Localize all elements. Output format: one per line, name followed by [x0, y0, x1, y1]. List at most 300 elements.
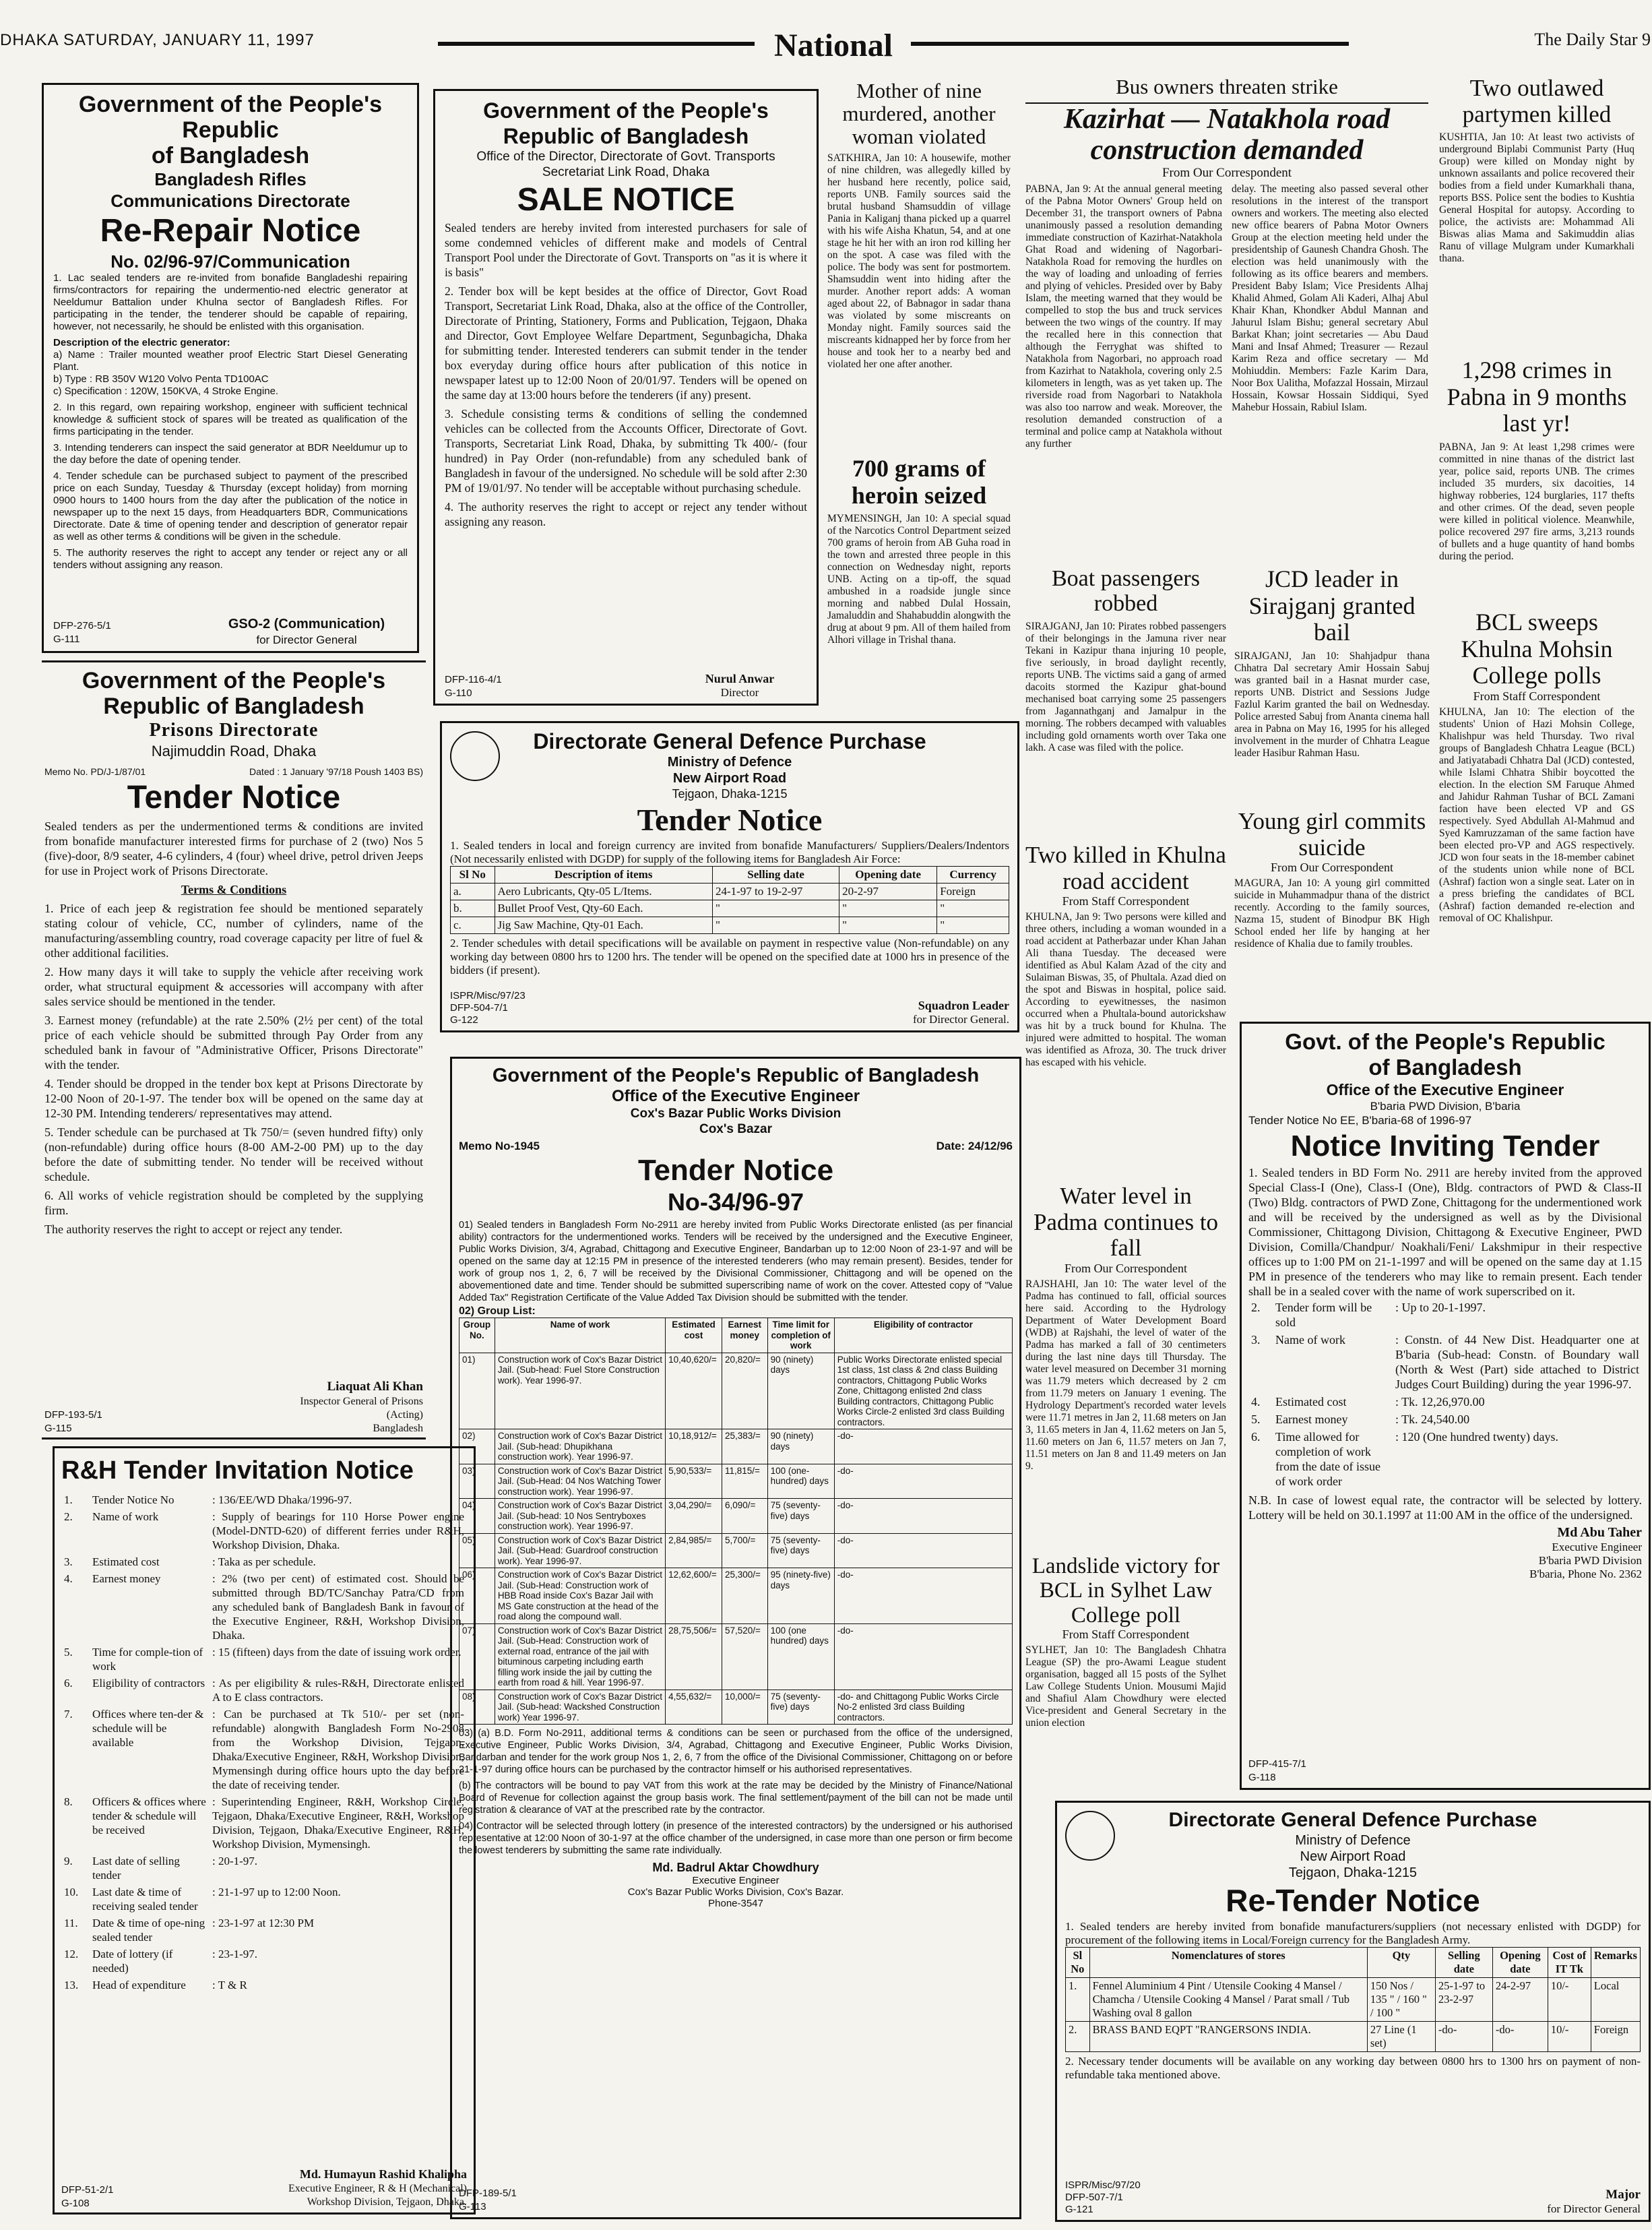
story-khulna-accident	[1025, 842, 1226, 1193]
ad4-dfp: DFP-116-4/1	[445, 674, 502, 685]
row-label: Officers & offices where tender & schedule will be received	[92, 1795, 206, 1836]
ad2-dated: Dated : 1 January '97/18 Poush 1403 BS)	[249, 766, 423, 777]
ad6-number: No-34/96-97	[667, 1188, 804, 1216]
ad7-sig2: Executive Engineer	[1552, 1541, 1642, 1553]
bbaria-notice-inviting-tender	[1240, 1022, 1651, 1790]
table-row	[459, 1464, 1013, 1499]
row-number: 12.	[64, 1948, 79, 1960]
table-cell: Foreign	[1591, 2022, 1640, 2052]
row-label: Time for comple-tion of work	[92, 1646, 203, 1673]
table-cell: "	[839, 900, 937, 917]
table-row	[1066, 1978, 1641, 2022]
table-cell: 75 (seventy-five) days	[767, 1690, 834, 1725]
table-cell: "	[712, 917, 839, 934]
ad8-p1: 1. Sealed tenders are hereby invited from bonafide manufacturers/suppliers (not necessary enlisted with DGDP) for procurement of the following items in Local/Foreign currency for the Bangladesh Army.	[1065, 1920, 1641, 1946]
ad4-i3: 3. Schedule consisting terms & conditions of selling the condemned vehicles can be collected from the Accounts Officer, Directorate of Govt. Transports, Secretariat Link Road, Dhaka, by submitting Tk 400/- (four hundred) in Pay Order (non-refundable) from any scheduled bank of Bangladesh in favour of the undersigned. No schedule will be sold after 2:30 PM of 19/01/97. No tender will be acceptable without purchasing schedule.	[445, 407, 807, 495]
table-cell: Construction work of Cox's Bazar District Jail. (Sub-head: Wackshed Construction work) Year 1996-97.	[495, 1690, 665, 1725]
table-cell: 100 (one-hundred) days	[767, 1464, 834, 1499]
row-number: 3.	[64, 1555, 73, 1568]
ad2-i6: 6. All works of vehicle registration should be completed by the supplying firm.	[44, 1189, 423, 1217]
ad1-l2: of Bangladesh	[151, 143, 310, 168]
ad8-title: Directorate General Defence Purchase	[1168, 1809, 1537, 1831]
ad2-i1: 1. Price of each jeep & registration fee should be mentioned separately stating colour of vehicle, CC, number of cylinders, name of the manufacturing/assembling country, road coverage capacity per litre of fuel & other additional facilities.	[44, 902, 423, 960]
ad2-intro: Sealed tenders as per the undermentioned terms & conditions are invited from bonafide manufacturer interested firms for purchase of 2 (two) Nos 5 (five)-door, 8/9 seater, 4-6 cylinders, 4 (four) wheel drive, petrol driven Jeeps for use in Project work of Prisons Directorate.	[44, 819, 423, 877]
table-cell: -do-	[834, 1623, 1012, 1690]
story-pabna-crimes	[1439, 357, 1634, 600]
table-cell: b.	[451, 900, 495, 917]
table-cell: 03)	[459, 1464, 495, 1499]
row-value: : Up to 20-1-1997.	[1395, 1301, 1486, 1314]
story3-kicker: Bus owners threaten strike	[1116, 75, 1338, 98]
row-number: 3.	[1251, 1333, 1261, 1346]
ad2-l2: Republic of Bangladesh	[103, 693, 364, 719]
table-cell: Foreign	[937, 884, 1009, 900]
table-cell: 150 Nos / 135 " / 160 " / 100 "	[1367, 1978, 1435, 2022]
ad5-l2: Ministry of Defence	[667, 755, 792, 770]
ad1-c: c) Specification : 120W, 150KVA, 4 Stroke Engine.	[53, 385, 279, 397]
ad7-l3: Office of the Executive Engineer	[1326, 1081, 1564, 1098]
table-cell: 28,75,506/=	[666, 1623, 722, 1690]
ad2-memo: Memo No. PD/J-1/87/01	[44, 766, 146, 777]
table-row	[61, 1644, 467, 1675]
ad6-p3: 03) (a) B.D. Form No-2911, additional terms & conditions can be seen or purchased from the office of the undersigned, Executive Engineer, Public Works Division, 3/4, Agrabad, Chittagong and Executive Engineer, Public Works Division, Bandarban and tender for the work group Nos 1, 2, 6, 7 from the office of the Divisional Commissioner, Chittagong on or before 21-1-97 during office hours can be purchased by the contractor himself or his authorised representatives.	[459, 1728, 1013, 1775]
table-row	[1248, 1331, 1642, 1393]
row-label: Name of work	[92, 1510, 159, 1523]
table-cell: 20-2-97	[839, 884, 937, 900]
table-cell: Construction work of Cox's Bazar District Jail. (Sub-head: 10 Nos Sentryboxes construction work). Year 1996-97.	[495, 1499, 665, 1534]
ad5-g: G-122	[450, 1014, 478, 1026]
ad3-table	[61, 1491, 467, 1993]
ad1-number: No. 02/96-97/Communication	[110, 251, 350, 272]
table-cell: "	[839, 917, 937, 934]
ad8-sig1: Major	[1606, 2188, 1641, 2202]
ad4-l3: Office of the Director, Directorate of Govt. Transports	[476, 150, 775, 164]
ad4-intro: Sealed tenders are hereby invited from interested purchasers for sale of some condemned vehicles of different make and models of Central Transport Pool under the Directorate of Govt. Transports on "as it is where it is basis"	[445, 221, 807, 279]
masthead-page: The Daily Star 9	[1534, 30, 1651, 49]
ad3-sig2: Executive Engineer, R & H (Mechanical)	[288, 2183, 467, 2194]
table-cell: 10,18,912/=	[666, 1429, 722, 1464]
table-cell: "	[937, 900, 1009, 917]
table-cell: Aero Lubricants, Qty-05 L/Items.	[495, 884, 712, 900]
table-cell: Jig Saw Machine, Qty-01 Each.	[495, 917, 712, 934]
ad8-table	[1065, 1947, 1641, 2052]
row-value: : Supply of bearings for 110 Horse Power engine (Model-DNTD-620) of different ferries under R&H, Workshop Division, Dhaka.	[212, 1510, 464, 1551]
ad2-dfp: DFP-193-5/1	[44, 1409, 102, 1421]
table-row	[61, 1793, 467, 1853]
story-girl-suicide	[1234, 809, 1430, 1024]
ad8-tender-title: Re-Tender Notice	[1226, 1883, 1480, 1918]
ad6-sig4: Phone-3547	[708, 1898, 763, 1909]
ad1-a: a) Name : Trailer mounted weather proof Electric Start Diesel Generating Plant.	[53, 349, 408, 373]
story4-headline: Two outlawed partymen killed	[1462, 75, 1612, 127]
ad1-sig1: GSO-2 (Communication)	[228, 617, 385, 631]
story7-body: SIRAJGANJ, Jan 10: Pirates robbed passengers of their belongings in the Jamuna river near Tekani in Kazipur thana injuring 10 people, five seriously, in broad daylight recently, reports UNB. The victims said a gang of armed dacoits stormed the Kazipur ghat-bound mechanised boat carrying some 25 passengers from Jagannathganj and Jamalpur in the morning. The robbers decamped with valuables including gold ornaments worth over Taka one lakh. A case was filed with the police.	[1025, 620, 1226, 753]
column-header: Selling date	[712, 867, 839, 884]
ad8-dfp: DFP-507-7/1	[1065, 2192, 1123, 2203]
table-cell: 5,700/=	[722, 1533, 767, 1568]
story-heroin-seized	[827, 456, 1011, 725]
row-number: 10.	[64, 1886, 79, 1898]
ad1-p3: 3. Intending tenderers can inspect the said generator at BDR Neeldumur up to the day before the date of opening tender.	[53, 442, 408, 466]
story6-body: KHULNA, Jan 10: The election of the students' Union of Hazi Mohsin College, Khalishpur was held Thursday. Two rival groups of Bangladesh Chhatra League (BCL) and Jatiyatabadi Chhatra Dal (JCD) contested, while Islami Chhatra Shibir boycotted the election. In the election SM Faruque Ahmed and Jahidur Rahman Tushar of BCL Zamani faction have been elected VP and GS respectively. Syed Abdullah Al-Mahmud and Syed Kamruzzaman of the same faction have been elected pro-VP and AGS respectively. JCD won four seats in the 18-member cabinet of the students union while none of BCL (Ashraf) faction won a single seat. Later on in a press briefing the candidates of BCL (Ashraf) faction demanded re-election and removal of OC Khalishpur.	[1439, 706, 1634, 924]
ad7-sig4: B'baria, Phone No. 2362	[1529, 1568, 1642, 1580]
story11-headline: Water level in Padma continues to fall	[1033, 1183, 1219, 1261]
ad4-l1: Government of the People's	[483, 98, 769, 123]
story6-byline: From Staff Correspondent	[1473, 689, 1601, 703]
table-row	[61, 1706, 467, 1793]
column-header: Sl No	[451, 867, 495, 884]
row-label: Estimated cost	[1275, 1395, 1347, 1408]
coxs-bazar-tender-notice	[450, 1057, 1021, 2219]
ad2-sig3: (Acting)	[386, 1409, 423, 1421]
story2-headline: 700 grams of heroin seized	[851, 456, 987, 509]
ad2-sig1: Liaquat Ali Khan	[327, 1380, 423, 1394]
column-header: Earnest money	[722, 1318, 767, 1353]
column-header: Estimated cost	[666, 1318, 722, 1353]
ad6-title: Tender Notice	[637, 1154, 834, 1187]
dgdp-tender-notice	[440, 721, 1019, 1032]
ad3-sig3: Workshop Division, Tejgaon, Dhaka.	[307, 2196, 467, 2208]
ad2-terms-heading: Terms & Conditions	[181, 883, 287, 896]
table-cell: 24-2-97	[1492, 1978, 1548, 2022]
ad2-l4: Najimuddin Road, Dhaka	[151, 743, 317, 760]
ad2-title: Tender Notice	[127, 780, 341, 815]
ad6-l2: Office of the Executive Engineer	[611, 1087, 860, 1105]
table-row	[1066, 2022, 1641, 2052]
masthead-rule-left	[438, 42, 755, 46]
table-row	[61, 1915, 467, 1946]
table-cell: 25,383/=	[722, 1429, 767, 1464]
row-value: : 136/EE/WD Dhaka/1996-97.	[212, 1493, 352, 1506]
ad1-sig2: for Director General	[256, 633, 357, 646]
row-label: Name of work	[1275, 1333, 1345, 1346]
row-label: Tender form will be sold	[1275, 1301, 1372, 1329]
row-value: : Taka as per schedule.	[212, 1555, 316, 1568]
ad6-l4: Cox's Bazar	[699, 1122, 772, 1136]
table-cell: a.	[451, 884, 495, 900]
ad7-l4: B'baria PWD Division, B'baria	[1370, 1100, 1521, 1113]
ad4-g: G-110	[445, 687, 472, 699]
table-row	[451, 884, 1009, 900]
ad1-title: Re-Repair Notice	[100, 213, 361, 249]
table-row	[459, 1353, 1013, 1429]
table-cell: c.	[451, 917, 495, 934]
table-cell: 3,04,290/=	[666, 1499, 722, 1534]
story11-byline: From Our Correspondent	[1065, 1261, 1187, 1275]
table-row	[459, 1533, 1013, 1568]
ad1-l3: Bangladesh Rifles	[154, 169, 307, 189]
table-cell: Construction work of Cox's Bazar District Jail. (Sub-Head: Guardroof construction work). Year 1996-97.	[495, 1533, 665, 1568]
row-value: : 23-1-97.	[212, 1948, 258, 1960]
ad6-group-list: 02) Group List:	[459, 1305, 536, 1317]
table-cell: 2,84,985/=	[666, 1533, 722, 1568]
table-cell: 01)	[459, 1353, 495, 1429]
ad7-title: Notice Inviting Tender	[1290, 1129, 1600, 1163]
table-cell: -do-	[834, 1499, 1012, 1534]
ad6-table	[459, 1318, 1013, 1725]
table-cell: 08)	[459, 1690, 495, 1725]
table-row	[61, 1570, 467, 1644]
bdr-re-repair-notice	[42, 83, 419, 653]
ad2-i2: 2. How many days it will take to supply the vehicle after receiving work order, what structural equipment & accessories will accompany with after sales service should be mentioned in the tender.	[44, 965, 423, 1008]
ad1-p4: 4. Tender schedule can be purchased subject to payment of the prescribed price on each Sunday, Tuesday & Thursday (except holiday) from morning 0900 hours to 1400 hours from the day after the publication of the notice in newspaper up to the next 15 days, from Headquarters BDR, Communications Directorate. Date & time of opening tender and description of generator repair as well as other terms & conditions will be given in the schedule.	[53, 470, 408, 543]
story3-col2: delay. The meeting also passed several other resolutions in the interest of the transport owners and workers. The meeting also elected new office bearers of Pabna Motor Owners Group at the election meeting held under the presidentship of Gaunesh Chandra Ghosh. The election was held unanimously with the following as its office bearers and members. President Baby Islam; Vice Presidents Alhaj Khalid Ahmed, Golam Ali Kaderi, Alhaj Abul Khair Khan, Khondker Abdul Mannan and Jahurul Islam Bishu; general secretary Abul Barkat Khan; joint secretaries — Abu Daud Mani and Insaf Ahmed; Treasurer — Rezaul Karim Reza and office secretary — Md Mohiuddin. Members: Fazle Karim Dara, Noor Box Ualitha, Mofazzal Hossain, Mirzaul Hossain, Kowsar Hossain Siddiqui, Syed Mahebur Hossain, Rabiul Islam.	[1232, 183, 1428, 414]
ad7-table	[1248, 1299, 1642, 1490]
ad5-p2: 2. Tender schedules with detail specifications will be available on payment in respective value (Non-refundable) on any working day between 0800 hrs to 1200 hrs. The tender will be opened on the specified date at 1000 hrs in presence of the bidders (if present).	[450, 937, 1009, 977]
ad7-sig3: B'baria PWD Division	[1538, 1554, 1642, 1567]
ad6-date: Date: 24/12/96	[936, 1140, 1013, 1152]
row-value: : As per eligibility & rules-R&H, Directorate enlisted A to E class contractors.	[212, 1677, 464, 1704]
table-row	[1248, 1428, 1642, 1490]
ad1-l1: Government of the People's Republic	[78, 92, 383, 143]
column-header: Selling date	[1435, 1948, 1492, 1978]
row-value: : 120 (One hundred twenty) days.	[1395, 1430, 1558, 1444]
ad4-sig2: Director	[720, 686, 759, 699]
row-value: : 20-1-97.	[212, 1855, 258, 1867]
table-cell: -do-	[1435, 2022, 1492, 2052]
ad8-p2: 2. Necessary tender documents will be available on any working day between 0800 hrs to 1300 hrs on payment of non-refundable taka mentioned above.	[1065, 2055, 1641, 2081]
ad8-sig2: for Director General	[1547, 2202, 1641, 2215]
table-cell: Fennel Aluminium 4 Pint / Utensile Cooking 4 Mansel / Chamcha / Utensile Cooking 4 Mansel / Parat small / Tub Washing oval 8 gallon	[1089, 1978, 1367, 2022]
table-cell: 11,815/=	[722, 1464, 767, 1499]
row-value: : 21-1-97 up to 12:00 Noon.	[212, 1886, 341, 1898]
table-cell: 10,000/=	[722, 1690, 767, 1725]
table-cell: Construction work of Cox's Bazar District Jail. (Sub-Head: Construction work of external road, entrance of the jail with bituminous carpeting including earth filling work inside the jail by cutting the earth from road & hill. Year 1996-97.	[495, 1623, 665, 1690]
ad4-i2: 2. Tender box will be kept besides at the office of Director, Govt Road Transport, Secretariat Link Road, Dhaka, also at the office of the Controller, Directorate of Printing, Stationery, Forms and Publication, Tejgaon, Dhaka and Director, Govt Employee Welfare Department, Segunbagicha, Dhaka for submitting tender. Interested tenderers can submit tender in the tender box everyday during office hours after publication of this notice in newspaper latest up to 12:00 Noon of 20/01/97. Tenders will be opened on the same day at 13:00 hours before the tenderers (if any) present.	[445, 284, 807, 402]
ad6-l1: Government of the People's Republic of Bangladesh	[492, 1065, 980, 1086]
table-cell: Construction work of Cox's Bazar District Jail. (Sub-head: Fuel Store Construction work). Year 1996-97.	[495, 1353, 665, 1429]
ad7-l2: of Bangladesh	[1368, 1055, 1522, 1080]
table-row	[61, 1884, 467, 1915]
ad7-g: G-118	[1248, 1772, 1276, 1783]
story5-body: PABNA, Jan 9: At least 1,298 crimes were committed in nine thanas of the district last year, police said, reports UNB. The crimes included 35 murders, six dacoities, 14 highway robberies, 124 burglaries, 117 thefts and other crimes. Of the dead, seven people were killed in political violence. Meanwhile, police recovered 297 fire arms, 3,213 rounds of bullets and a huge quantity of hand bombs during the period.	[1439, 441, 1634, 562]
ad5-sig2: for Director General.	[912, 1013, 1009, 1026]
table-cell: 5,90,533/=	[666, 1464, 722, 1499]
table-row	[61, 1675, 467, 1706]
ad5-l4: Tejgaon, Dhaka-1215	[672, 787, 788, 801]
ad6-sig2: Executive Engineer	[692, 1875, 780, 1886]
ad5-table	[450, 866, 1009, 934]
story9-headline: Two killed in Khulna road accident	[1025, 842, 1226, 894]
ad2-g: G-115	[44, 1423, 72, 1434]
table-cell: "	[712, 900, 839, 917]
ad2-i3: 3. Earnest money (refundable) at the rate 2.50% (2½ per cent) of the total price of each vehicle should be submitted through Pay Order from any scheduled bank in favour of "Administrative Officer, Prisons Directorate" with the tender.	[44, 1014, 423, 1072]
ad8-ispr: ISPR/Misc/97/20	[1065, 2179, 1141, 2191]
ad8-l2: Ministry of Defence	[1295, 1833, 1411, 1848]
ad2-sig4: Bangladesh	[373, 1423, 423, 1434]
table-cell: 90 (ninety) days	[767, 1429, 834, 1464]
table-cell: Construction work of Cox's Bazar District Jail. (Sub-Head: 04 Nos Watching Tower construction work). Year 1996-97.	[495, 1464, 665, 1499]
row-label: Earnest money	[92, 1572, 161, 1585]
table-cell: 100 (one hundred) days	[767, 1623, 834, 1690]
ad6-g: G-113	[459, 2201, 486, 2212]
masthead-rule-right	[911, 42, 1349, 46]
ad7-nb: N.B. In case of lowest equal rate, the contractor will be selected by lottery. Lottery will be held on 30.1.1997 at 11:00 AM in the office of the undersigned.	[1248, 1493, 1642, 1522]
column-header: Name of work	[495, 1318, 665, 1353]
story3-col1: PABNA, Jan 9: At the annual general meeting of the Pabna Motor Owners' Group held on December 31, the transport owners of Pabna unanimously passed a resolution demanding immediate construction of Kazirhat-Natakhola Ghat Road and widening of Nagorbari-Natakhola Road for removing the hurdles on the way of loading and unloading of ferries and plying of vehicles. Presided over by Baby Islam, the meeting warned that they would be compelled to stop the bus and truck services between the two wings of the country. If may the recalled here in this connection that although the Ferryghat was shifted to Natakhola from Nagorbari, no approach road from Kazirhat to Natakhola, covering only 2.5 kilometers in length, was as yet taken up. The riverside road from Nagorbari to Natakhola was also too narrow and weak. Moreover, the resolution demanded construction of a terminal and police camp at Natakhola without any further	[1025, 183, 1222, 450]
ad7-sig1: Md Abu Taher	[1557, 1525, 1642, 1540]
prisons-tender-notice	[42, 660, 426, 1439]
column-header: Opening date	[1492, 1948, 1548, 1978]
table-cell: Construction work of Cox's Bazar District Jail. (Sub-head: Dhupikhana construction work). Year 1996-97.	[495, 1429, 665, 1464]
row-label: Last date of selling tender	[92, 1855, 180, 1882]
ad2-sig2: Inspector General of Prisons	[300, 1396, 423, 1407]
table-cell: 25,300/=	[722, 1568, 767, 1624]
story8-headline: JCD leader in Sirajganj granted bail	[1248, 566, 1416, 646]
rh-tender-invitation-notice	[53, 1446, 476, 2214]
row-value: : Tk. 24,540.00	[1395, 1413, 1470, 1426]
table-row	[459, 1690, 1013, 1725]
row-label: Tender Notice No	[92, 1493, 174, 1506]
table-cell: "	[937, 917, 1009, 934]
row-value: : Tk. 12,26,970.00	[1395, 1395, 1485, 1408]
table-row	[459, 1429, 1013, 1464]
story12-byline: From Staff Correspondent	[1062, 1627, 1190, 1641]
story10-byline: From Our Correspondent	[1271, 861, 1393, 874]
ad4-title: SALE NOTICE	[517, 182, 735, 218]
row-number: 11.	[64, 1917, 78, 1929]
column-header: Remarks	[1591, 1948, 1640, 1978]
ad1-l4: Communications Directorate	[110, 191, 350, 211]
table-row	[459, 1623, 1013, 1690]
table-cell: 75 (seventy-five) days	[767, 1533, 834, 1568]
table-row	[61, 1977, 467, 1993]
story1-body: SATKHIRA, Jan 10: A housewife, mother of nine children, was allegedly killed by her husband here recently, police said, reports UNB. Family sources said the brutal husband Shamsuddin of village Pania in Kaliganj thana picked up a quarrel with his wife Aisha Khatun, 54, and at one stage he hit her with an iron rod killing her on the spot. A case was filed with the police. The body was sent for postmortem. Shamsuddin went into hiding after the murder. Another report adds: A woman aged about 22, of Babnagor in sadar thana was violated by some miscreants on Monday night. Family sources said the miscreants kidnapped her by force from her house and took her to a nearby bed and violated her one after another.	[827, 152, 1011, 371]
ad4-sig1: Nurul Anwar	[705, 672, 775, 685]
row-number: 2.	[64, 1510, 73, 1523]
table-cell: 06)	[459, 1568, 495, 1624]
table-row	[61, 1553, 467, 1570]
ad2-l1: Government of the People's	[82, 668, 386, 693]
table-cell: Local	[1591, 1978, 1640, 2022]
row-value: : Can be purchased at Tk 510/- per set (non-refundable) alongwith Bangladesh Form No-2908 from the Workshop Division, Tejgaon, Dhaka/Executive Engineer, R&H, Workshop Division, Mymensingh during office hours upto the day before the date of receiving tender.	[212, 1708, 464, 1791]
dgdp-re-tender-notice	[1055, 1801, 1651, 2222]
ad2-authority: The authority reserves the right to accept or reject any tender.	[44, 1222, 343, 1236]
ad3-title: R&H Tender Invitation Notice	[61, 1456, 414, 1485]
table-cell: Bullet Proof Vest, Qty-60 Each.	[495, 900, 712, 917]
story1-headline: Mother of nine murdered, another woman violated	[842, 80, 996, 149]
row-label: Estimated cost	[92, 1555, 160, 1568]
story10-body: MAGURA, Jan 10: A young girl committed suicide in Muhammadpur thana of the district recently. According to the family sources, Nazma 15, student of Binodpur BK High School ended her life by hanging at her residence of Khalia due to family troubles.	[1234, 877, 1430, 950]
ad6-dfp: DFP-189-5/1	[459, 2188, 517, 2199]
story4-body: KUSHTIA, Jan 10: At least two activists of underground Biplabi Communist Party (Huq Group) were killed on Monday night by unknown assailants and police recovered their bodies from a field under Kumarkhali thana, reports BSS. Police sent the bodies to Kushtia General Hospital for autopsy. According to police, the activists are: Mohammad Ali Biswas alias Mama and Sakimuddin alias Ranu of village Mulgram under Kumarkhali thana.	[1439, 131, 1634, 264]
govt-transport-sale-notice	[433, 89, 819, 706]
story3-rule	[1025, 102, 1428, 104]
table-cell: 95 (ninety-five) days	[767, 1568, 834, 1624]
row-label: Date & time of ope-ning sealed tender	[92, 1917, 205, 1944]
ad7-number: Tender Notice No EE, B'baria-68 of 1996-97	[1248, 1114, 1472, 1127]
row-number: 1.	[64, 1493, 73, 1506]
table-cell: 04)	[459, 1499, 495, 1534]
ad3-dfp: DFP-51-2/1	[61, 2184, 114, 2196]
ad1-dfp: DFP-276-5/1	[53, 620, 111, 631]
table-cell: 2.	[1066, 2022, 1090, 2052]
table-cell: 24-1-97 to 19-2-97	[712, 884, 839, 900]
story-sylhet-law-college	[1025, 1554, 1226, 1776]
table-row	[459, 1499, 1013, 1534]
ad7-p1: 1. Sealed tenders in BD Form No. 2911 are hereby invited from the approved Special Class-I (One), Class-I (One), Bldg. contractors of PWD & Class-II (Two) Bldg. contractors of PWD Zone, Chittagong for the undermentioned work and will be received by the undersigned as well as by the Divisional Commissioner, Chittagong Division, Chittagong & Executive Engineer, PWD Division, Comilla/Chandpur/ Noakhali/Feni/ Lakshmipur in their respective offices up to 1:00 PM on 21-1-1997 and will be opened on the same day at 1.15 PM in presence of the tenderers who may like to remain present. Each tender shall be in a sealed cover with the name of work superscribed on it.	[1248, 1166, 1642, 1298]
row-number: 4.	[64, 1572, 73, 1585]
story-bcl-khulna	[1439, 609, 1634, 1016]
ad5-l3: New Airport Road	[672, 771, 787, 786]
table-cell: -do- and Chittagong Public Works Circle No-2 enlisted 3rd class Building contractors.	[834, 1690, 1012, 1725]
ad3-sig1: Md. Humayun Rashid Khalipha	[299, 2167, 467, 2181]
masthead	[0, 27, 1652, 74]
row-value: : Constn. of 44 New Dist. Headquarter one at B'baria (Sub-head: Constn. of Boundary wall (North & West (Part) side attached to District Judges Court Building) during the year 1996-97.	[1395, 1333, 1639, 1391]
table-cell: 25-1-97 to 23-2-97	[1435, 1978, 1492, 2022]
table-row	[451, 900, 1009, 917]
ad5-p1: 1. Sealed tenders in local and foreign currency are invited from bonafide Manufacturers/ Suppliers/Dealers/Indentors (Not necessarily enlisted with DGDP) for supply of the following items for Bangladesh Air Force:	[450, 839, 1009, 865]
table-cell: 90 (ninety) days	[767, 1353, 834, 1429]
ad8-g: G-121	[1065, 2204, 1093, 2215]
story-padma-water	[1025, 1183, 1226, 1561]
story-boat-robbed	[1025, 566, 1226, 836]
table-row	[451, 917, 1009, 934]
ad6-p3b: (b) The contractors will be bound to pay VAT from this work at the rate may be decided by the Ministry of Finance/National Board of Revenue for collection against the group basis work. The final settlement/payment of the bill can not be made until registration & clearance of VAT at the prescribed rate by the contractor.	[459, 1780, 1013, 1816]
row-number: 4.	[1251, 1395, 1261, 1408]
row-number: 8.	[64, 1795, 73, 1808]
column-header: Qty	[1367, 1948, 1435, 1978]
table-row	[61, 1853, 467, 1884]
table-row	[61, 1946, 467, 1977]
table-row	[61, 1491, 467, 1508]
story6-headline: BCL sweeps Khulna Mohsin College polls	[1461, 609, 1613, 689]
table-cell: 75 (seventy-five) days	[767, 1499, 834, 1534]
column-header: Eligibility of contractor	[834, 1318, 1012, 1353]
defence-emblem-2	[1065, 1811, 1115, 1861]
column-header: Sl No	[1066, 1948, 1090, 1978]
table-cell: 27 Line (1 set)	[1367, 2022, 1435, 2052]
ad8-l4: Tejgaon, Dhaka-1215	[1288, 1865, 1418, 1880]
story11-body: RAJSHAHI, Jan 10: The water level of the Padma has continued to fall, official sources here said. According to the Hydrology Department of Water Development Board (WDB) at Rajshahi, the level of water of the Padma has marked a fall of 30 centimeters during the last nine days till Thursday. The water level measured on December 31 morning was 11.79 meters which decreased by 2 cm from 11.79 meters on January 1 evening. The Hydrology Department's recorded water levels were 11.71 metres in Jan 2, 11.68 meters on Jan 3, 11.65 meters in Jan 4, 11.62 meters on Jan 5, 11.60 meters on Jan 6, 11.57 meters on Jan 7, 11.51 meters on Jan 8 and 11.49 meters on Jan 9.	[1025, 1278, 1226, 1472]
section-title: National	[773, 28, 893, 63]
row-number: 5.	[64, 1646, 73, 1659]
ad5-tender-title: Tender Notice	[637, 803, 823, 837]
ad5-title: Directorate General Defence Purchase	[533, 729, 926, 753]
story2-body: MYMENSINGH, Jan 10: A special squad of the Narcotics Control Department seized 700 grams of heroin from AB Guha road in the town and arrested three people in this connection on Wednesday night, reports UNB. Acting on a tip-off, the squad ambushed in a roadside jungle since morning and nabbed Dulal Hossain, Jamaluddin and Shahabuddin alongwith the drug at about 9 pm. All of them hailed from Alhori village in Trishal thana.	[827, 513, 1011, 646]
table-cell: 02)	[459, 1429, 495, 1464]
table-cell: 1.	[1066, 1978, 1090, 2022]
story7-headline: Boat passengers robbed	[1051, 566, 1200, 617]
ad1-desc-head: Description of the electric generator:	[53, 337, 230, 348]
masthead-date: DHAKA SATURDAY, JANUARY 11, 1997	[0, 31, 315, 49]
story9-body: KHULNA, Jan 9: Two persons were killed and three others, including a woman wounded in a road accident at Patherbazar under Khan Jahan Ali thana Tuesday. The deceased were identified as Abul Kalam Azad of the city and Sulaiman Biswas, 35, of Phultala. Azad died on the spot and Biswas in hospital, police said. According to eyewitnesses, the nasimon occurred when a Phultala-bound autorickshaw was hit by a truck bound for Khulna. The injured were admitted to hospital. The woman was identified as Afroza, 30. The truck driver has escaped with his vehicle.	[1025, 911, 1226, 1068]
row-value: : Superintending Engineer, R&H, Workshop Circle, Tejgaon, Dhaka/Executive Engineer, R&H, Workshop Division, Tejgaon, Dhaka/Executive Engineer, R&H, Workshop Division, Mymensingh.	[212, 1795, 464, 1851]
defence-emblem	[450, 731, 500, 781]
row-label: Time allowed for completion of work from the date of issue of work order	[1275, 1430, 1380, 1488]
ad2-i4: 4. Tender should be dropped in the tender box kept at Prisons Directorate by 12-00 Noon of 20-1-97. The tender box will be opened on the same day at 12-30 PM. Intending tenderers/ representatives may attend.	[44, 1077, 423, 1120]
table-cell: 20,820/=	[722, 1353, 767, 1429]
table-cell: 10,40,620/=	[666, 1353, 722, 1429]
ad6-memo: Memo No-1945	[459, 1140, 540, 1152]
story-outlawed-partymen	[1439, 75, 1634, 359]
table-row	[1248, 1393, 1642, 1411]
ad5-dfp: DFP-504-7/1	[450, 1002, 508, 1014]
row-label: Head of expenditure	[92, 1979, 186, 1991]
table-row	[61, 1508, 467, 1553]
row-value: : 15 (fifteen) days from the date of issuing work order.	[212, 1646, 462, 1659]
ad8-l3: New Airport Road	[1300, 1849, 1406, 1864]
column-header: Time limit for completion of work	[767, 1318, 834, 1353]
column-header: Description of items	[495, 867, 712, 884]
table-cell: -do-	[834, 1464, 1012, 1499]
row-number: 6.	[1251, 1430, 1261, 1444]
story5-headline: 1,298 crimes in Pabna in 9 months last yr!	[1447, 357, 1627, 437]
row-number: 9.	[64, 1855, 73, 1867]
table-cell: 10/-	[1548, 2022, 1591, 2052]
table-cell: Construction work of Cox's Bazar District Jail. (Sub-Head: Construction work of HBB Road inside Cox's Bazar Jail with MS Gate construction at the head of the road along the compound wall.	[495, 1568, 665, 1624]
row-value: : 23-1-97 at 12:30 PM	[212, 1917, 315, 1929]
